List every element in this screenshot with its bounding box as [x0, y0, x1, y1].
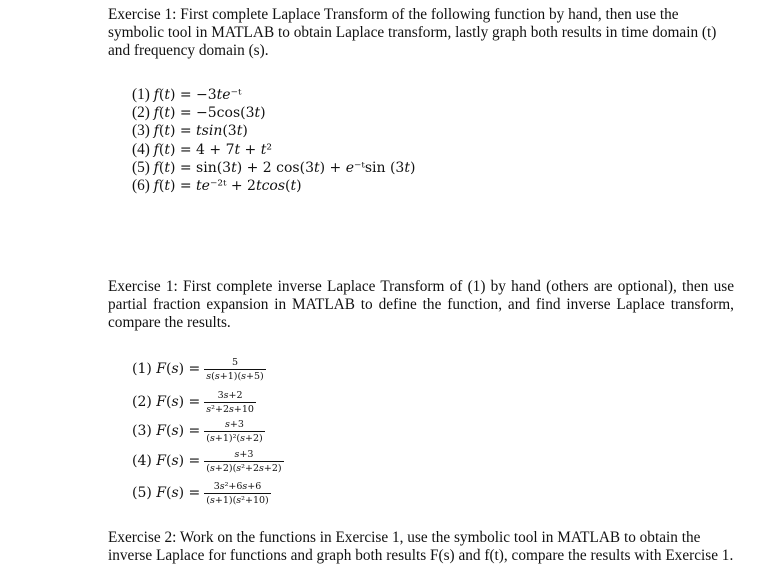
exercise-1-function-list — [132, 86, 415, 195]
inverse-function-item: (2) 𝐹(𝑠) = $\frac{\text{3𝑠+2}}{\text{𝑠²+2𝑠+10}}$ — [132, 389, 254, 415]
function-item: (3) 𝑓(𝑡) = 𝑡𝑠𝑖𝑛(3𝑡) — [132, 122, 248, 140]
fraction: $\frac{\text{𝑠+3}}{\text{(𝑠+1)²(𝑠+2)}}$ — [206, 418, 263, 444]
inverse-function-item: (5) 𝐹(𝑠) = $\frac{\text{3𝑠²+6𝑠+6}}{\text{(𝑠+1)(𝑠²+10)}}$ — [132, 480, 269, 506]
inverse-function-item: (1) 𝐹(𝑠) = $\frac{5}{\text{𝑠(𝑠+1)(𝑠+5)}}$ — [132, 356, 264, 382]
function-item: (1) 𝑓(𝑡) = −3𝑡𝑒⁻ᵗ — [132, 86, 242, 103]
inverse-function-item: (3) 𝐹(𝑠) = $\frac{\text{𝑠+3}}{\text{(𝑠+1)²(𝑠+2)}}$ — [132, 418, 263, 444]
exercise-1-inverse-instructions: Exercise 1: First complete inverse Laplace Transform of (1) by hand (others are optional), then use partial fraction expansion in MATLAB to define the function, and find inverse Laplace transform, compare the results. — [108, 278, 734, 331]
function-item: (4) 𝑓(𝑡) = 4 + 7𝑡 + 𝑡² — [132, 140, 272, 158]
function-item: (2) 𝑓(𝑡) = −5cos(3𝑡) — [132, 104, 266, 122]
inverse-function-item: (4) 𝐹(𝑠) = $\frac{\text{𝑠+3}}{\text{(𝑠+2)(𝑠²+2𝑠+2)}}$ — [132, 448, 282, 474]
fraction: $\frac{\text{3𝑠+2}}{\text{𝑠²+2𝑠+10}}$ — [206, 389, 254, 415]
exercise-2-instructions: Exercise 2: Work on the functions in Exercise 1, use the symbolic tool in MATLAB to obtain the inverse Laplace for functions and graph both results F(s) and f(t), compare the results with Exercise 1. — [108, 529, 734, 564]
fraction: $\frac{5}{\text{𝑠(𝑠+1)(𝑠+5)}}$ — [206, 356, 264, 382]
exercise-1-instructions: Exercise 1: First complete Laplace Transform of the following function by hand, then use the symbolic tool in MATLAB to obtain Laplace transform, lastly graph both results in time domain (t) and frequency domain (s). — [108, 6, 717, 59]
fraction: $\frac{\text{3𝑠²+6𝑠+6}}{\text{(𝑠+1)(𝑠²+10)}}$ — [206, 480, 269, 506]
fraction: $\frac{\text{𝑠+3}}{\text{(𝑠+2)(𝑠²+2𝑠+2)}}$ — [206, 448, 282, 474]
function-item: (5) 𝑓(𝑡) = sin(3𝑡) + 2 cos(3𝑡) + 𝑒⁻ᵗsin (3𝑡) — [132, 158, 416, 176]
function-item: (6) 𝑓(𝑡) = 𝑡𝑒⁻²ᵗ + 2𝑡𝑐𝑜𝑠(𝑡) — [132, 177, 302, 195]
